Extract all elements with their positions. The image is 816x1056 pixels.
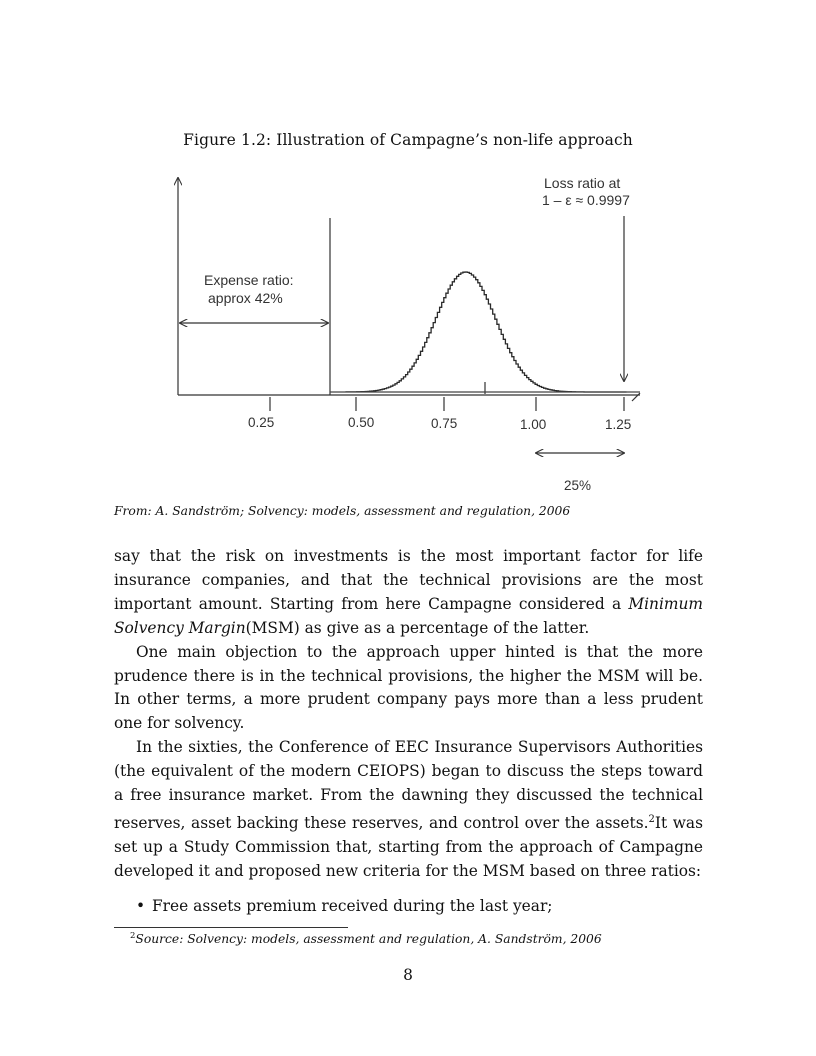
campagne-figure bbox=[150, 168, 650, 498]
body-text bbox=[114, 545, 703, 884]
footnote-mark: 2 bbox=[130, 931, 136, 941]
loss-ratio-label-1: Loss ratio at bbox=[544, 175, 621, 191]
footnote: $^2$Source: Solvency: models, assessment and regulation, A. Sandström, 2006 bbox=[130, 931, 602, 947]
tick-label-025: 0.25 bbox=[248, 415, 275, 430]
bullet-icon: • bbox=[136, 897, 146, 915]
bullet-item: • Free assets premium received during the last year; bbox=[136, 897, 553, 915]
loss-distribution-curve bbox=[346, 272, 626, 392]
tick-label-100: 1.00 bbox=[520, 417, 547, 432]
loss-ratio-label-2: 1 – ε ≈ 0.9997 bbox=[542, 192, 630, 208]
expense-ratio-label-1: Expense ratio: bbox=[204, 272, 294, 288]
paragraph-2: One main objection to the approach upper hinted is that the more prudence there is in the technical provisions, the higher the MSM will be. In other terms, a more prudent company pays more than a less prudent one for solvency. bbox=[114, 642, 703, 733]
expense-ratio-label-2: approx 42% bbox=[208, 290, 283, 306]
paragraph-1: say that the risk on investments is the most important factor for life insurance companies, and that the technical provisions are the most important amount. Starting from here Campagne considered a Minimum Solvency Margin(MSM) as give as a percentage of the latter. bbox=[114, 547, 703, 637]
figure-source: From: A. Sandström; Solvency: models, assessment and regulation, 2006 bbox=[114, 504, 571, 518]
page-number: 8 bbox=[403, 966, 413, 984]
paragraph-3: In the sixties, the Conference of EEC Insurance Supervisors Authorities (the equivalent of the modern CEIOPS) began to discuss the steps toward a free insurance market. From the dawning they discussed the technical reserves, asset backing these reserves, and control over the assets.$^2$It was set up a Study Commission that, starting from the approach of Campagne developed it and proposed new criteria for the MSM based on three ratios: bbox=[114, 738, 703, 880]
span-label: 25% bbox=[564, 478, 592, 493]
footnote-ref[interactable]: 2 bbox=[648, 813, 655, 825]
footnote-rule bbox=[114, 927, 348, 928]
tick-label-050: 0.50 bbox=[348, 415, 375, 430]
figure-caption: Figure 1.2: Illustration of Campagne’s non-life approach bbox=[183, 131, 633, 149]
emphasis-msm: Minimum Solvency Margin bbox=[114, 594, 703, 637]
tick-label-125: 1.25 bbox=[605, 417, 632, 432]
tick-label-075: 0.75 bbox=[431, 416, 458, 431]
